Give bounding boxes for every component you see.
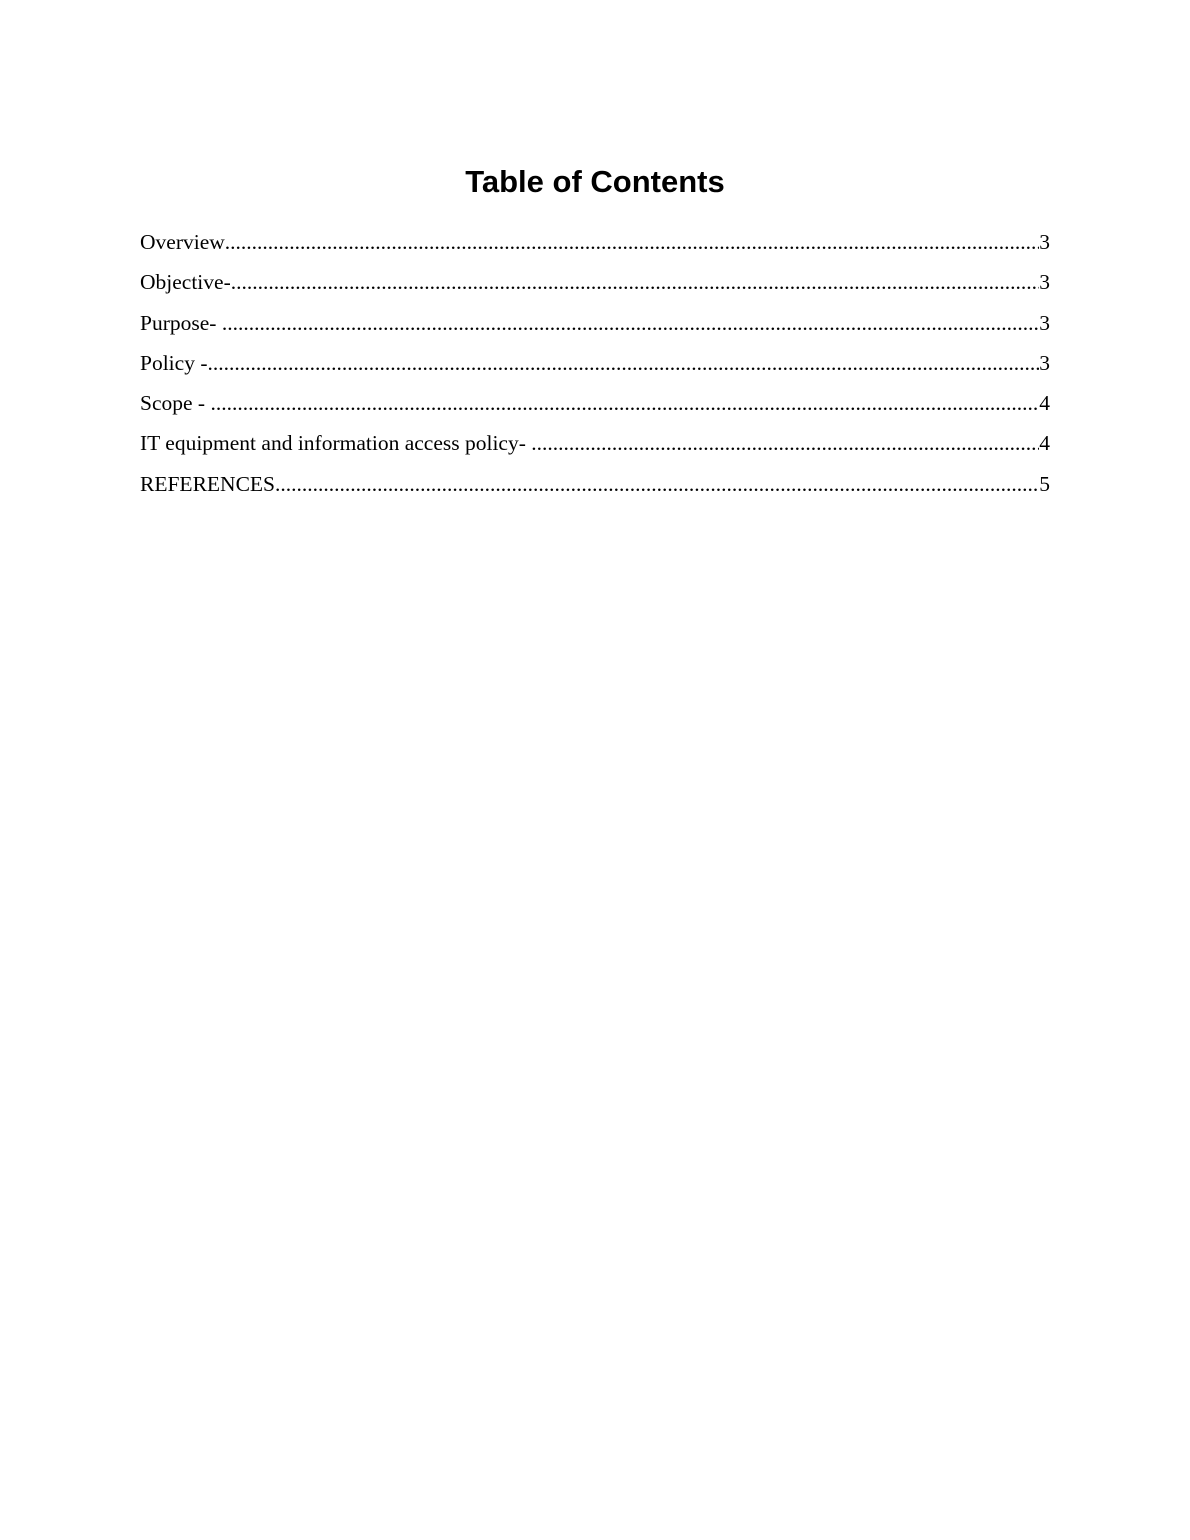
toc-entry-references[interactable] bbox=[140, 466, 1050, 506]
toc-title: Table of Contents bbox=[465, 164, 725, 199]
toc-dot-leader bbox=[275, 466, 1039, 502]
toc-entry-objective[interactable] bbox=[140, 264, 1050, 304]
toc-entry-policy[interactable] bbox=[140, 345, 1050, 385]
toc-page-number: 4 bbox=[1039, 431, 1050, 456]
toc-dot-leader bbox=[207, 345, 1039, 381]
toc-entry-label: REFERENCES bbox=[140, 471, 275, 496]
toc-dot-leader bbox=[531, 425, 1039, 461]
toc-page-number: 3 bbox=[1039, 270, 1050, 295]
toc-dot-leader bbox=[225, 224, 1039, 260]
toc-entry-label: Objective- bbox=[140, 270, 231, 295]
toc-entry-label: IT equipment and information access policy- bbox=[140, 431, 532, 456]
toc-entry-label: Purpose- bbox=[140, 310, 222, 335]
toc-dot-leader bbox=[222, 305, 1039, 341]
toc-entry-label: Overview bbox=[140, 230, 225, 254]
toc-list bbox=[140, 224, 1050, 506]
toc-entry-label: Scope - bbox=[140, 391, 211, 416]
toc-dot-leader bbox=[231, 264, 1040, 300]
toc-entry-it-equipment-policy[interactable] bbox=[140, 425, 1050, 465]
toc-entry-scope[interactable] bbox=[140, 385, 1050, 425]
toc-page-number: 5 bbox=[1039, 471, 1050, 496]
toc-page-number: 4 bbox=[1039, 391, 1050, 416]
toc-page-number: 3 bbox=[1039, 230, 1050, 254]
toc-entry-overview[interactable] bbox=[140, 224, 1050, 264]
toc-entry-purpose[interactable] bbox=[140, 305, 1050, 345]
toc-entry-label: Policy - bbox=[140, 350, 208, 375]
toc-page-number: 3 bbox=[1039, 310, 1050, 335]
toc-page-number: 3 bbox=[1039, 350, 1050, 375]
toc-dot-leader bbox=[210, 385, 1039, 421]
